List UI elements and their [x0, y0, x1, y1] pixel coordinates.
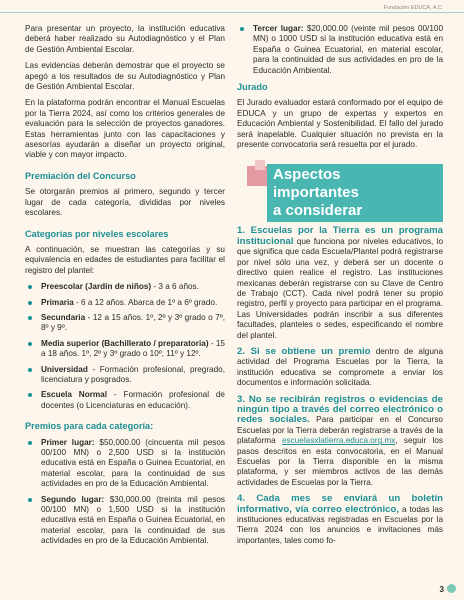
prize-desc: $30,000.00 (treinta mil pesos 00/100 MN) o 1,500 USD si la institución educativa está en España o Guinea Ecuatorial, en material escolar, para la continuidad de sus actividades en pro de la Educación Ambiental.	[41, 494, 225, 546]
aspecto-4	[237, 494, 443, 546]
paragraph-plataforma: En la plataforma podrán encontrar el Manual Escuelas por la Tierra 2024, así como los criterios generales de evaluación para la selección de proyectos ganadores. Estas herramientas junto con las capacitaciones y asesorías ayudarán a diseñar un proyecto original, viable y con mayor impacto.	[25, 98, 225, 160]
category-name: Media superior (Bachillerato / preparatoria)	[41, 338, 209, 348]
category-name: Secundaria	[41, 312, 86, 322]
aspecto-1-heading: 1. Escuelas por la Tierra es un programa institucional	[237, 225, 443, 247]
list-item	[25, 313, 225, 334]
left-column	[25, 24, 225, 552]
list-item	[25, 438, 225, 490]
header-org: Fundación EDUCA, A.C	[383, 5, 442, 11]
prize-list-continued	[237, 24, 443, 76]
light-pink-square-decoration	[255, 160, 265, 170]
paragraph-evidencias: Las evidencias deberán demostrar que el proyecto se apegó a los resultados de su Autodiagnóstico y Plan de Gestión Ambiental Escolar.	[25, 61, 225, 92]
heading-premiacion: Premiación del Concurso	[25, 170, 136, 181]
globe-icon	[447, 584, 456, 593]
page-number: 3	[439, 585, 444, 594]
aspectos-title-line2: a considerar	[273, 202, 363, 220]
header-rule	[0, 12, 464, 13]
aspectos-banner	[237, 160, 443, 220]
category-desc: - 15 a 18 años. 1º, 2º y 3º grado o 10º, 11º y 12º.	[41, 338, 225, 359]
paragraph-premiacion: Se otorgarán premios al primero, segundo y tercer lugar de cada categoría, divididas por niveles escolares.	[25, 187, 225, 218]
right-column	[237, 24, 443, 552]
heading-jurado: Jurado	[237, 82, 268, 93]
aspecto-3	[237, 395, 443, 489]
aspecto-2-text: dentro de alguna actividad del Programa Escuelas por la Tierra, la institución educativa se compromete a enviar los documentos e información solicitada.	[237, 346, 443, 388]
aspecto-3-heading: 3. No se recibirán registros o evidencias de ningún tipo a través del correo electrónico o redes sociales.	[237, 393, 443, 426]
aspecto-1-text: que funciona por niveles educativos, lo que significa que cada Escuela/Plantel podrá registrarse por nivel sólo una vez, y deberá ser un docente o directivo quien realice el registro. Las instituciones mexicanas deberán registrarse con su Clave de Centro de Trabajo (CCT). Cada nivel podrá tener su propio registro, perfil y proyecto para participar en el programa. Las Universidades podrán inscribir a sus diferentes facultades, planteles o sedes, especificando el nombre del plantel.	[237, 236, 443, 340]
heading-categorias: Categorías por niveles escolares	[25, 228, 169, 239]
list-item	[237, 24, 443, 76]
platform-link[interactable]: escuelasxlatierra.educa.org.mx	[282, 436, 396, 446]
prize-name: Segundo lugar:	[41, 494, 105, 504]
category-list	[25, 282, 225, 411]
aspecto-4-text: a todas las instituciones educativas registradas en Escuelas por la Tierra 2024 con los anuncios e invitaciones más importantes, tales como fo-	[237, 504, 443, 545]
category-name: Preescolar (Jardín de niños)	[41, 282, 152, 292]
prize-desc: $20,000.00 (veinte mil pesos 00/100 MN) o 1000 USD si la institución educativa está en España o Guinea Ecuatorial, en material escolar, para la continuidad de sus actividades en pro de la Educación Ambiental.	[253, 24, 443, 75]
heading-premios: Premios para cada categoría:	[25, 421, 154, 432]
list-item	[25, 390, 225, 411]
category-desc: - Formación profesional, pregrado, licenciatura y posgrados.	[41, 364, 225, 384]
aspectos-title	[267, 164, 443, 222]
paragraph-jurado: El Jurado evaluador estará conformado por el equipo de EDUCA y un grupo de expertas y expertos en Educación Ambiental y Sostenibilidad. El fallo del jurado será inapelable. Cualquier situación no prevista en la presente convocatoria será resuelta por el jurado.	[237, 98, 443, 150]
category-name: Escuela Normal	[41, 390, 108, 400]
list-item	[25, 282, 225, 292]
category-desc: - 12 a 15 años. 1º, 2º y 3º grado o 7º, 8º y 9º.	[41, 312, 225, 333]
prize-list	[25, 438, 225, 547]
aspecto-1	[237, 226, 443, 340]
list-item	[25, 339, 225, 360]
paragraph-categorias: A continuación, se muestran las categorías y su equivalencia en edades de estudiantes para facilitar el registro del plantel:	[25, 244, 225, 275]
category-name: Primaria	[41, 297, 74, 307]
aspectos-title-line1: Aspectos importantes	[273, 166, 359, 202]
list-item	[25, 298, 225, 308]
category-desc: - 6 a 12 años. Abarca de 1º a 6º grado.	[73, 297, 218, 307]
paragraph-requisitos: Para presentar un proyecto, la institución educativa deberá haber realizado su Autodiagnóstico y el Plan de Gestión Ambiental Escolar.	[25, 24, 225, 54]
prize-name: Tercer lugar:	[253, 24, 304, 33]
aspecto-3-text-end: , seguir los pasos descritos en esta convocatoria, en el Manual Escuelas por la Tierra disponible en la misma plataforma, y ser miembros activos de las demás actividades de Escuelas por la Tierra.	[237, 436, 443, 487]
aspecto-4-heading: 4. Cada mes se enviará un boletín informativo, vía correo electrónico,	[237, 493, 443, 515]
aspecto-2	[237, 347, 443, 389]
category-name: Universidad	[41, 364, 88, 374]
list-item	[25, 365, 225, 386]
list-item	[25, 495, 225, 547]
category-desc: - 3 a 6 años.	[151, 282, 199, 292]
category-desc: - Formación profesional de docentes (o Licenciaturas en educación).	[41, 390, 225, 410]
prize-desc: $50,000.00 (cincuenta mil pesos 00/100 MN) o 2,500 USD si la institución educativa está en España o Guinea Ecuatorial, en material escolar, para la continuidad de sus actividades en pro de la Educación Ambiental.	[41, 437, 225, 489]
aspecto-2-heading: 2. Si se obtiene un premio	[237, 345, 371, 357]
aspecto-3-text: Para participar en el Concurso Escuelas por la Tierra deberán registrarse a través de la plataforma	[237, 415, 443, 446]
prize-name: Primer lugar:	[41, 437, 95, 447]
